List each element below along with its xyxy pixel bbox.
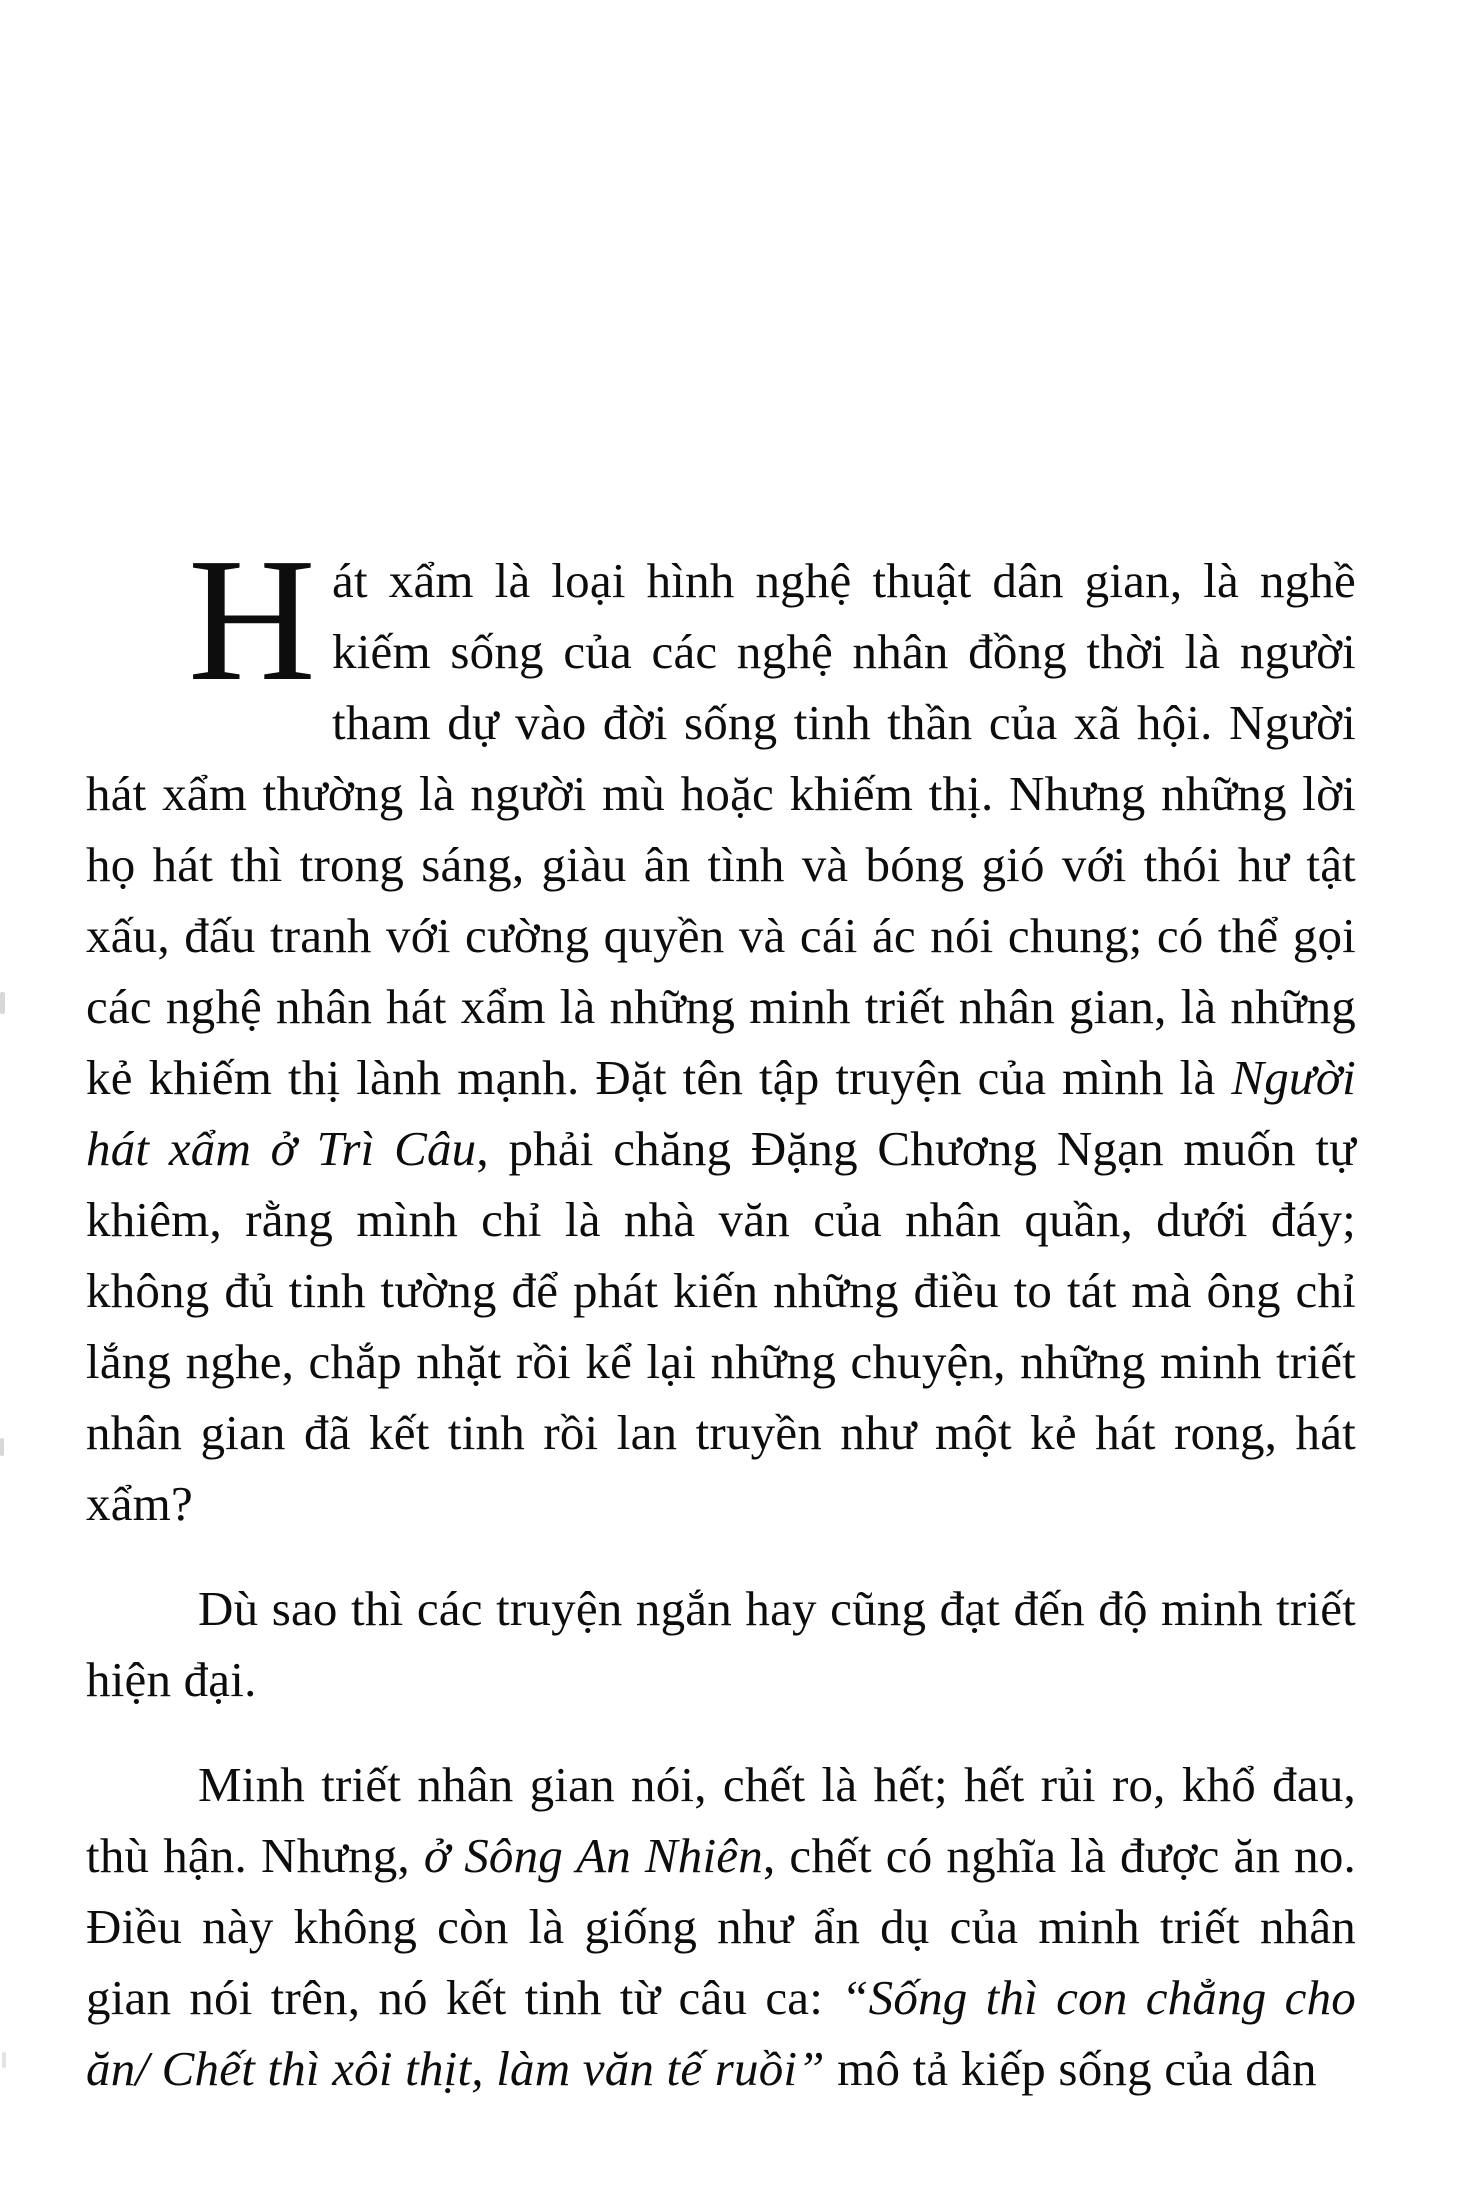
scan-artifact: [0, 992, 5, 1014]
story-title-italic: ở Sông An Nhiên: [423, 1828, 763, 1883]
text-run: Dù sao thì các truyện ngắn hay cũng đạt đến độ minh triết hiện đại.: [86, 1581, 1356, 1707]
scan-artifact: [0, 1438, 4, 1456]
text-run: Minh triết nhân gian nói, chết là hết; hết rủi ro, khổ đau, thù hận. Nhưng,: [86, 1757, 1356, 1883]
text-run: , phải chăng Đặng Chương Ngạn muốn tự khiêm, rằng mình chỉ là nhà văn của nhân quần, dưới đáy; không đủ tinh tường để phát kiến những điều to tát mà ông chỉ lắng nghe, chắp nhặt rồi kể lại những chuyện, những minh triết nhân gian đã kết tinh rồi lan truyền như một kẻ hát rong, hát xẩm?: [86, 1121, 1356, 1531]
text-run: mô tả kiếp sống của dân: [824, 2041, 1317, 2096]
scan-artifact: [2, 2052, 6, 2068]
folk-verse-italic: “Sống thì con chẳng cho ăn/ Chết thì xôi thịt, làm văn tế ruồi”: [86, 1970, 1356, 2096]
text-run: át xẩm là loại hình nghệ thuật dân gian, là nghề kiếm sống của các nghệ nhân đồng thời là người tham dự vào đời sống tinh thần của xã hội. Người hát xẩm thường là người mù hoặc khiếm thị. Nhưng những lời họ hát thì trong sáng, giàu ân tình và bóng gió với thói hư tật xấu, đấu tranh với cường quyền và cái ác nói chung; có thể gọi các nghệ nhân hát xẩm là những minh triết nhân gian, là những kẻ khiếm thị lành mạnh. Đặt tên tập truyện của mình là: [86, 553, 1356, 1105]
paragraph: [86, 522, 1356, 1539]
paragraph: [86, 1749, 1356, 2104]
paragraph: [86, 1573, 1356, 1715]
text-run: , chết có nghĩa là được ăn no. Điều này không còn là giống như ẩn dụ của minh triết nhân gian nói trên, nó kết tinh từ câu ca:: [86, 1828, 1356, 2025]
book-title-italic: Người hát xẩm ở Trì Câu: [86, 1050, 1356, 1176]
drop-cap: H: [188, 522, 317, 718]
